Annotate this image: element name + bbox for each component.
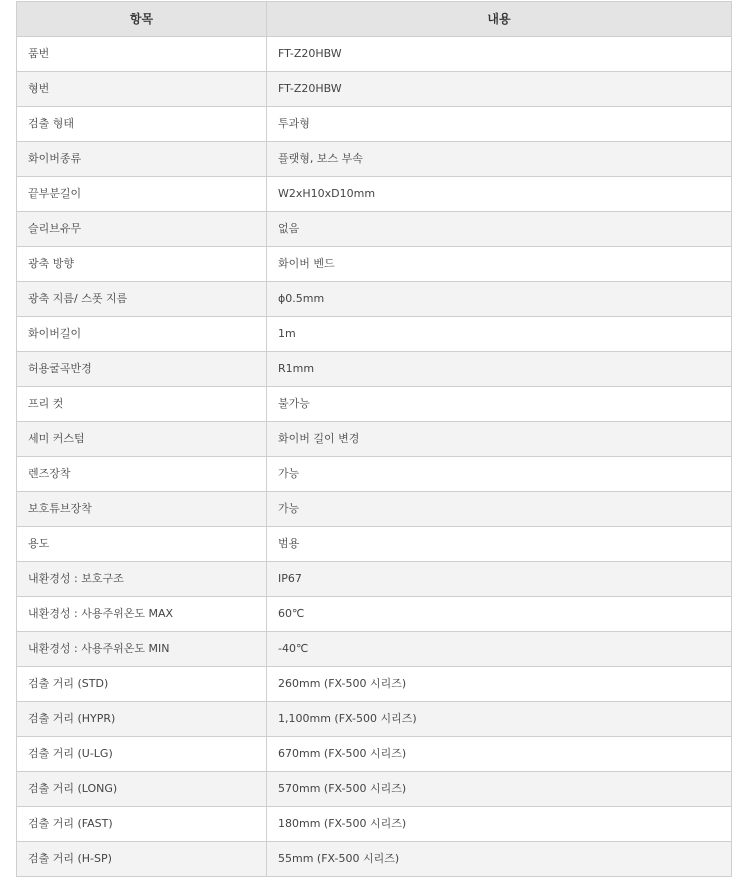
table-row [17, 177, 732, 212]
row-item-label: 검출 거리 (LONG) [17, 772, 267, 807]
row-item-label: 검출 거리 (H-SP) [17, 842, 267, 877]
row-item-value: FT-Z20HBW [267, 37, 732, 72]
row-item-value: 불가능 [267, 387, 732, 422]
row-item-value: R1mm [267, 352, 732, 387]
row-item-label: 세미 커스텀 [17, 422, 267, 457]
row-item-label: 광축 방향 [17, 247, 267, 282]
row-item-value: 가능 [267, 492, 732, 527]
row-item-value: ϕ0.5mm [267, 282, 732, 317]
header-item: 항목 [17, 2, 267, 37]
row-item-label: 내환경성 : 보호구조 [17, 562, 267, 597]
row-item-label: 내환경성 : 사용주위온도 MAX [17, 597, 267, 632]
spec-table-header [17, 2, 732, 37]
row-item-label: 검출 거리 (U-LG) [17, 737, 267, 772]
table-row [17, 422, 732, 457]
row-item-label: 검출 거리 (STD) [17, 667, 267, 702]
table-row [17, 457, 732, 492]
spec-table-body [17, 37, 732, 877]
table-row [17, 387, 732, 422]
row-item-value: 55mm (FX-500 시리즈) [267, 842, 732, 877]
row-item-label: 화이버종류 [17, 142, 267, 177]
row-item-label: 형번 [17, 72, 267, 107]
row-item-value: 260mm (FX-500 시리즈) [267, 667, 732, 702]
row-item-label: 렌즈장착 [17, 457, 267, 492]
row-item-value: 범용 [267, 527, 732, 562]
row-item-label: 프리 컷 [17, 387, 267, 422]
row-item-value: 없음 [267, 212, 732, 247]
row-item-value: FT-Z20HBW [267, 72, 732, 107]
table-row [17, 597, 732, 632]
row-item-value: 60℃ [267, 597, 732, 632]
table-row [17, 527, 732, 562]
spec-table [16, 1, 732, 877]
row-item-value: 570mm (FX-500 시리즈) [267, 772, 732, 807]
row-item-label: 광축 지름/ 스폿 지름 [17, 282, 267, 317]
row-item-label: 검출 거리 (FAST) [17, 807, 267, 842]
row-item-label: 슬리브유무 [17, 212, 267, 247]
table-row [17, 212, 732, 247]
row-item-value: W2xH10xD10mm [267, 177, 732, 212]
row-item-value: 1,100mm (FX-500 시리즈) [267, 702, 732, 737]
row-item-value: 투과형 [267, 107, 732, 142]
table-row [17, 842, 732, 877]
row-item-label: 허용굴곡반경 [17, 352, 267, 387]
row-item-value: 화이버 벤드 [267, 247, 732, 282]
row-item-value: -40℃ [267, 632, 732, 667]
table-row [17, 772, 732, 807]
row-item-value: 화이버 길이 변경 [267, 422, 732, 457]
table-row [17, 632, 732, 667]
table-row [17, 72, 732, 107]
header-row [17, 2, 732, 37]
header-value: 내용 [267, 2, 732, 37]
table-row [17, 107, 732, 142]
row-item-value: 가능 [267, 457, 732, 492]
row-item-label: 화이버길이 [17, 317, 267, 352]
table-row [17, 247, 732, 282]
table-row [17, 142, 732, 177]
table-row [17, 492, 732, 527]
row-item-label: 검출 거리 (HYPR) [17, 702, 267, 737]
row-item-label: 검출 형태 [17, 107, 267, 142]
row-item-label: 품번 [17, 37, 267, 72]
row-item-label: 보호튜브장착 [17, 492, 267, 527]
row-item-value: 180mm (FX-500 시리즈) [267, 807, 732, 842]
table-row [17, 702, 732, 737]
table-row [17, 562, 732, 597]
row-item-value: IP67 [267, 562, 732, 597]
row-item-value: 플랫형, 보스 부속 [267, 142, 732, 177]
table-row [17, 352, 732, 387]
row-item-value: 670mm (FX-500 시리즈) [267, 737, 732, 772]
table-row [17, 317, 732, 352]
row-item-label: 내환경성 : 사용주위온도 MIN [17, 632, 267, 667]
table-row [17, 37, 732, 72]
table-row [17, 807, 732, 842]
table-row [17, 667, 732, 702]
row-item-value: 1m [267, 317, 732, 352]
table-row [17, 737, 732, 772]
row-item-label: 끝부분길이 [17, 177, 267, 212]
row-item-label: 용도 [17, 527, 267, 562]
table-row [17, 282, 732, 317]
